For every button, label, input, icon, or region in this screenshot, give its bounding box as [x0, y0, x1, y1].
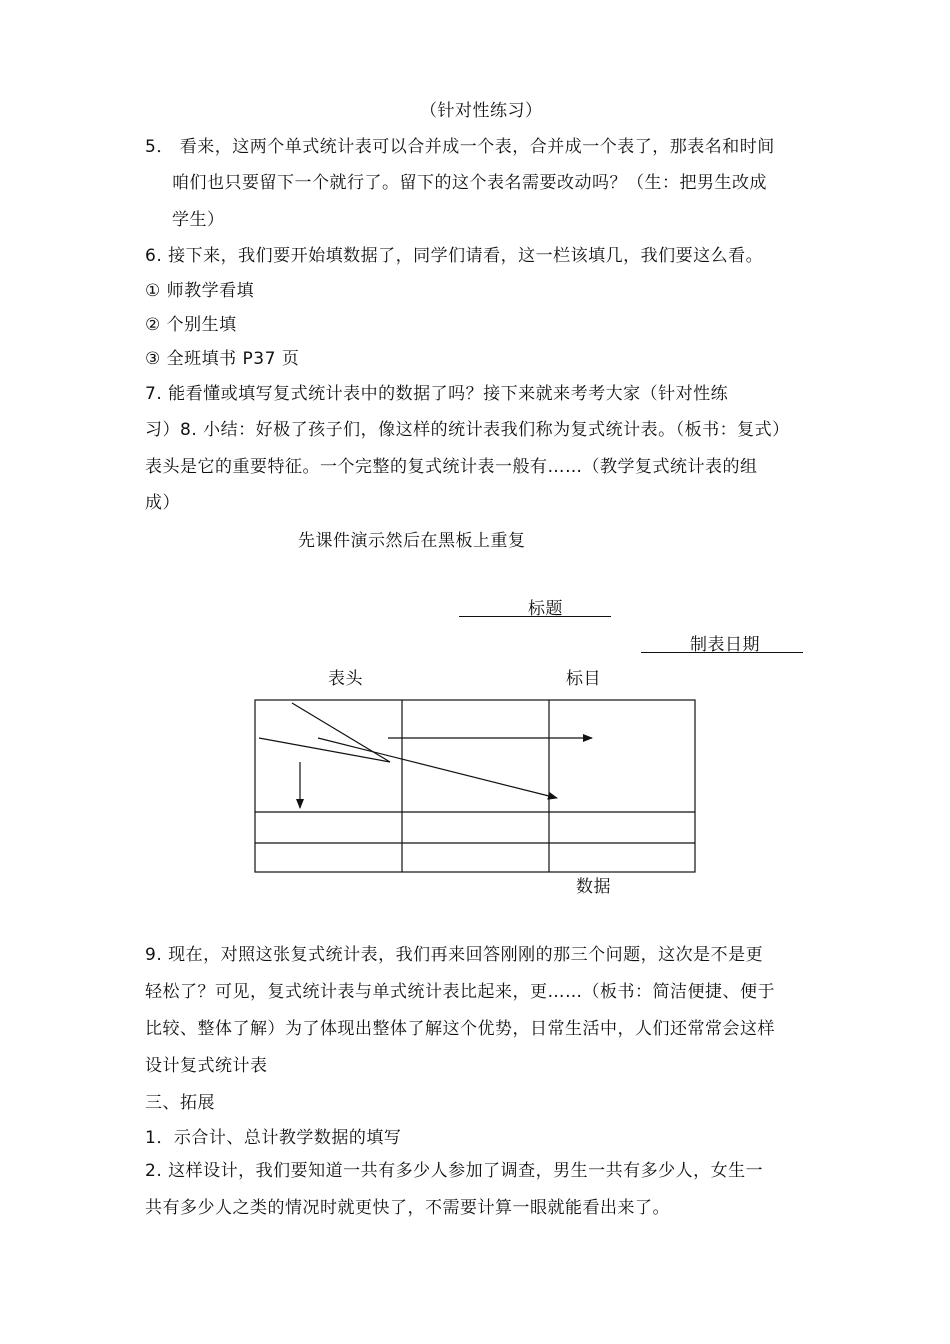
item6-line1: 6. 接下来，我们要开始填数据了，同学们请看，这一栏该填几，我们要这么看。	[145, 246, 764, 266]
section3-item2-line1: 2. 这样设计，我们要知道一共有多少人参加了调查，男生一共有多少人，女生一	[145, 1161, 764, 1181]
section3-item2-line2: 共有多少人之类的情况时就更快了，不需要计算一眼就能看出来了。	[145, 1198, 670, 1218]
item5-line3: 学生）	[172, 210, 225, 230]
item9-line2: 轻松了？可见，复式统计表与单式统计表比起来，更……（板书：简洁便捷、便于	[145, 982, 775, 1002]
item7-line4: 成）	[145, 493, 180, 513]
item5-line2: 咱们也只要留下一个就行了。留下的这个表名需要改动吗？（生：把男生改成	[172, 173, 767, 193]
header-label: 表头	[328, 669, 363, 689]
item9-line3: 比较、整体了解）为了体现出整体了解这个优势，日常生活中，人们还常常会这样	[145, 1019, 775, 1039]
title-label: 标题	[528, 599, 563, 619]
arrow-diagonal	[318, 738, 557, 798]
table-outer-border	[255, 700, 695, 872]
section-heading: （针对性练习）	[420, 101, 543, 121]
column-label: 标目	[566, 669, 601, 689]
item5-line1: 5． 看来，这两个单式统计表可以合并成一个表，合并成一个表了，那表名和时间	[145, 137, 775, 157]
item7-line2: 习）8. 小结：好极了孩子们，像这样的统计表我们称为复式统计表。（板书：复式）	[145, 420, 790, 440]
item9-line4: 设计复式统计表	[145, 1056, 268, 1076]
item6-sub1: ① 师教学看填	[145, 281, 255, 301]
item9-line1: 9. 现在，对照这张复式统计表，我们再来回答刚刚的那三个问题，这次是不是更	[145, 945, 764, 965]
item7-line1: 7. 能看懂或填写复式统计表中的数据了吗？接下来就来考考大家（针对性练	[145, 384, 729, 404]
section3-heading: 三、拓展	[145, 1093, 215, 1113]
data-label: 数据	[576, 877, 611, 897]
item6-sub2: ② 个别生填	[145, 315, 237, 335]
section3-item1: 1．示合计、总计教学数据的填写	[145, 1128, 402, 1148]
item6-sub3: ③ 全班填书 P37 页	[145, 349, 300, 369]
item7-line3: 表头是它的重要特征。一个完整的复式统计表一般有……（教学复式统计表的组	[145, 457, 758, 477]
diagram-caption: 先课件演示然后在黑板上重复	[298, 531, 526, 551]
date-label: 制表日期	[690, 635, 760, 655]
